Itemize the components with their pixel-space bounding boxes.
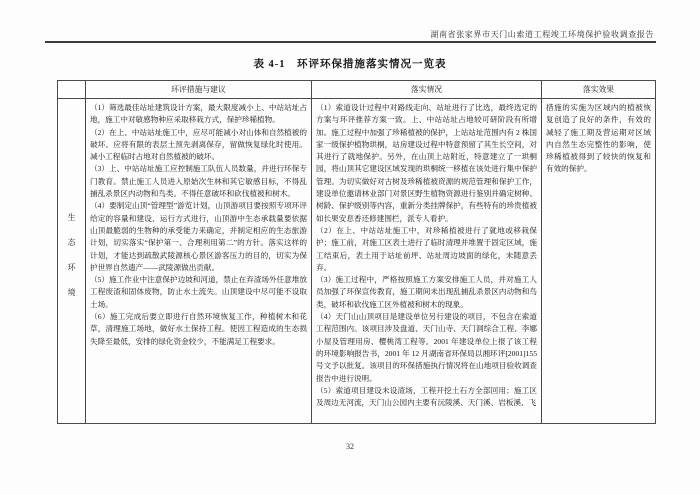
implementation-item: （1）索道设计过程中对路线走向、站址进行了比选，最终选定的方案与环评推荐方案一致。上、中站站址占地较可研阶段有所增加。施工过程中加强了珍稀植被的保护，上站站址范围内有 2 株国家一级保护植物珙桐，站房建设过程中特意预留了其生长空间，对其进行了就地保护。另外，在山顶上站附近，特意建立了一珙桐园，将山顶其它建设区域发现的珙桐统一移植在该处进行集中保护管理。为切实做好对古树及珍稀植被资源的规范管理和保护工作，建设单位邀请林业部门对景区野生植物资源进行鉴别并确定树种、树龄、保护级别等内容，重新分类挂牌保护，有些特有的珍贵植被如长果安息香还修建围栏，派专人看护。 — [316, 103, 537, 223]
measure-item: （6）施工完成后要立即进行自然环境恢复工作，种植树木和花草，清理施工场地，做好水土保持工程。使因工程造成的生态损失降至最低，安排的绿化资金较少，不能满足工程要求。 — [90, 312, 307, 346]
eia-measures-table — [57, 80, 656, 424]
table-title: 表 4-1 环评环保措施落实情况一览表 — [253, 59, 447, 70]
implementation-item: （2）在上、中站站址施工中，对珍稀植被进行了就地或移栽保护；施工前，对施工区表土进行了临时清理并堆置于固定区域，施工结束后，表土用于站址前坪、站址周边坡面的绿化，未随意丢弃。 — [316, 225, 537, 272]
header-category-cell — [58, 81, 86, 99]
effect-text: 措施的实施为区域内的植被恢复创造了良好的条件，有效的减轻了施工期及营运期对区域内自然生态完整性的影响，使珍稀植被得到了较快的恢复和有效的保护。 — [546, 103, 651, 174]
measure-item: （2）在上、中站站址施工中，应尽可能减小对山体和自然植被的破坏。应将有限的表层土预先剥离保存，留做恢复绿化时使用。减小工程临时占地对自然植被的破坏。 — [90, 127, 307, 162]
header-implementation: 落实情况 — [312, 81, 542, 99]
table-header-row — [58, 81, 656, 99]
measure-item: （4）要制定山顶“管理型”游览计划，山顶游项目要按照专项环评给定的容量和建设、运行方式进行，山顶游中生态承载量要依据山顶最脆弱的生物种的承受能力来确定，并制定相应的生态旅游计划，切实落实“保护第一、合理利用第二”的方针。落实这样的计划，才能达到疏散武陵源核心景区游客压力的目的，切实为保护世界自然遗产——武陵源做出贡献。 — [90, 201, 307, 272]
category-cell — [58, 99, 86, 424]
header-measures: 环评措施与建议 — [86, 81, 312, 99]
measure-item: （3）上、中站站址施工应控制施工队伍人员数量，并进行环保专门教育。禁止施工人员进入原始次生林和其它敏感目标，不得乱捕乱杀景区内动物和鸟类。不得任意破坏和砍伐植被和树木。 — [90, 164, 307, 199]
implementation-cell — [312, 99, 542, 424]
effect-cell — [542, 99, 656, 424]
implementation-item: （4）天门山山顶项目是建设单位另行建设的项目，不包含在索道工程范围内。该项目涉及盘道、天门山寺、天门洞综合工程、李娜小屋及管理用房、樱桃湾工程等。2001 年建设单位上报了该工程的环境影响报告书，2001 年 12 月湖南省环保局以湘环评[2001]155 号文予以批复。该项目的环保措施执行情况将在山地项目验收调查报告中进行说明。 — [316, 312, 537, 383]
table-row — [58, 99, 656, 424]
measure-item: （1）筛选最佳站址建筑设计方案，最大限度减小上、中站站址占地，施工中对敏感物种应采取移栽方式，保护珍稀植物。 — [90, 103, 307, 125]
measures-cell — [86, 99, 312, 424]
page-number: 32 — [346, 442, 354, 451]
implementation-item: （5）索道项目建设未设渣场，工程开挖土石方全部回用；施工区及周边无河流，天门山公园内主要有沅陵溪、天门溪、岩板溪、飞 — [316, 385, 537, 408]
header-effect: 落实效果 — [542, 81, 656, 99]
running-header: 湖南省张家界市天门山索道工程竣工环境保护验收调查报告 — [430, 30, 654, 39]
row-category-label: 生态环境 — [67, 212, 76, 313]
measure-item: （5）施工作业中注意保护边坡和河道，禁止在弃渣场外任意堆放工程废渣和固体废物，防止水土流失。山顶建设中尽可能不设取土场。 — [90, 275, 307, 309]
header-divider — [45, 41, 656, 43]
implementation-item: （3）施工过程中，严格按照施工方案安排施工人员，并对施工人员加强了环保宣传教育，施工期间未出现乱捕乱杀景区内动物和鸟类，破坏和砍伐施工区外植被和树木的现象。 — [316, 275, 537, 309]
